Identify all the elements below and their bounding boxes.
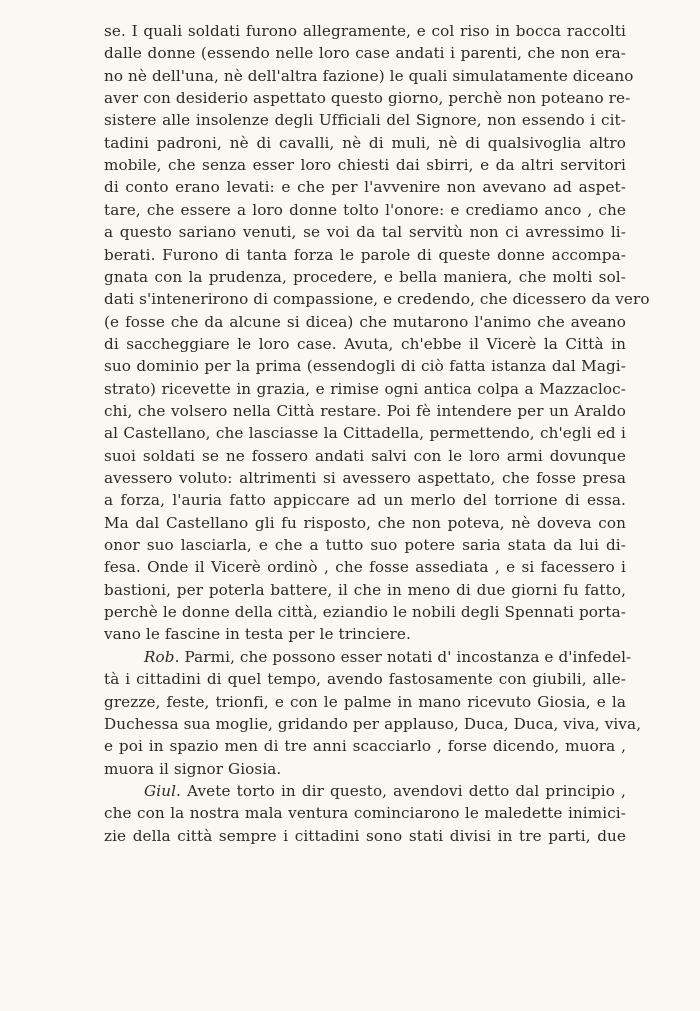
- text-line: [104, 445, 626, 467]
- text-line: [104, 467, 626, 489]
- line-text: zie della città sempre i cittadini sono stati divisi in tre parti, due: [104, 826, 626, 845]
- line-text: dalle donne (essendo nelle loro case andati i parenti, che non era-: [104, 44, 626, 63]
- line-text: berati. Furono di tanta forza le parole di queste donne accompa-: [104, 245, 626, 264]
- text-line: [104, 400, 626, 422]
- text-line: [104, 802, 626, 824]
- line-text: grezze, feste, trionfi, e con le palme in mano ricevuto Giosia, e la: [104, 692, 626, 711]
- line-text: Parmi, che possono esser notati d' incostanza e d'infedel-: [179, 647, 632, 666]
- line-text: Ma dal Castellano gli fu risposto, che non poteva, nè doveva con: [104, 513, 626, 532]
- line-text: gnata con la prudenza, procedere, e bella maniera, che molti sol-: [104, 267, 626, 286]
- line-text: Avete torto in dir questo, avendovi detto dal principio ,: [180, 781, 626, 800]
- text-line: [104, 176, 626, 198]
- text-line: [104, 713, 642, 735]
- line-text: aver con desiderio aspettato questo giorno, perchè non poteano re-: [104, 89, 631, 108]
- line-text: muora il signor Giosia.: [104, 759, 282, 778]
- text-line: [104, 601, 626, 623]
- text-line: [104, 311, 626, 333]
- text-line: [104, 65, 634, 87]
- text-line: [104, 154, 626, 176]
- line-text: dati s'intenerirono di compassione, e credendo, che dicessero da vero: [104, 290, 650, 309]
- line-text: che con la nostra mala ventura cominciarono le maledette inimici-: [104, 804, 626, 823]
- line-text: chi, che volsero nella Città restare. Poi fè intendere per un Araldo: [104, 401, 626, 420]
- text-line: [104, 735, 626, 757]
- line-text: mobile, che senza esser loro chiesti dai sbirri, e da altri servitori: [104, 156, 626, 175]
- text-line: [104, 42, 626, 64]
- speaker-name: Rob.: [144, 647, 180, 666]
- line-text: perchè le donne della città, eziandio le nobili degli Spennati porta-: [104, 603, 626, 622]
- text-line: [104, 825, 626, 847]
- text-line: [104, 109, 626, 131]
- line-text: a questo sariano venuti, se voi da tal servitù non ci avressimo li-: [104, 223, 626, 242]
- line-text: vano le fascine in testa per le trinciere.: [104, 625, 411, 644]
- text-line: [104, 244, 626, 266]
- line-text: suo dominio per la prima (essendogli di ciò fatta istanza dal Magi-: [104, 357, 626, 376]
- line-text: tadini padroni, nè di cavalli, nè di muli, nè di qualsivoglia altro: [104, 133, 626, 152]
- text-line: [104, 378, 626, 400]
- text-line: [104, 489, 626, 511]
- text-line: [104, 512, 626, 534]
- text-line: [104, 20, 626, 42]
- text-line: [104, 691, 626, 713]
- text-line: [144, 646, 632, 668]
- text-line: [104, 288, 650, 310]
- line-text: fesa. Onde il Vicerè ordinò , che fosse assediata , e si facessero i: [104, 558, 626, 577]
- line-text: onor suo lasciarla, e che a tutto suo potere saria stata da lui di-: [104, 536, 626, 555]
- text-line: [104, 556, 626, 578]
- text-line: [104, 579, 626, 601]
- line-text: se. I quali soldati furono allegramente, e col riso in bocca raccolti: [104, 22, 626, 40]
- line-text: tà i cittadini di quel tempo, avendo fastosamente con giubili, alle-: [104, 670, 626, 689]
- text-line: [104, 422, 626, 444]
- line-text: al Castellano, che lasciasse la Cittadella, permettendo, ch'egli ed i: [104, 424, 626, 443]
- line-text: di saccheggiare le loro case. Avuta, ch'ebbe il Vicerè la Città in: [104, 334, 626, 353]
- text-line: [104, 266, 626, 288]
- text-line: [104, 199, 626, 221]
- text-line: [104, 534, 626, 556]
- line-text: tare, che essere a loro donne tolto l'onore: e crediamo anco , che: [104, 200, 626, 219]
- speaker-name: Giul.: [144, 781, 181, 800]
- line-text: suoi soldati se ne fossero andati salvi con le loro armi dovunque: [104, 446, 626, 465]
- line-text: di conto erano levati: e che per l'avvenire non avevano ad aspet-: [104, 178, 626, 197]
- line-text: bastioni, per poterla battere, il che in meno di due giorni fu fatto,: [104, 580, 626, 599]
- line-text: Duchessa sua moglie, gridando per applauso, Duca, Duca, viva, viva,: [104, 714, 642, 733]
- text-line: [104, 87, 631, 109]
- text-line: [104, 623, 626, 645]
- line-text: (e fosse che da alcune si dicea) che mutarono l'animo che aveano: [104, 312, 626, 331]
- text-line: [104, 668, 626, 690]
- line-text: e poi in spazio men di tre anni scacciarlo , forse dicendo, muora ,: [104, 737, 626, 756]
- line-text: strato) ricevette in grazia, e rimise ogni antica colpa a Mazzacloc-: [104, 379, 626, 398]
- text-line: [104, 758, 626, 780]
- line-text: no nè dell'una, nè dell'altra fazione) le quali simulatamente diceano: [104, 66, 634, 85]
- text-line: [104, 221, 626, 243]
- text-line: [104, 355, 626, 377]
- text-line: [144, 780, 626, 802]
- line-text: avessero voluto: altrimenti si avessero aspettato, che fosse presa: [104, 469, 626, 487]
- text-line: [104, 333, 626, 355]
- line-text: sistere alle insolenze degli Ufficiali del Signore, non essendo i cit-: [104, 111, 626, 130]
- text-line: [104, 132, 626, 154]
- line-text: a forza, l'auria fatto appiccare ad un merlo del torrione di essa.: [104, 491, 626, 510]
